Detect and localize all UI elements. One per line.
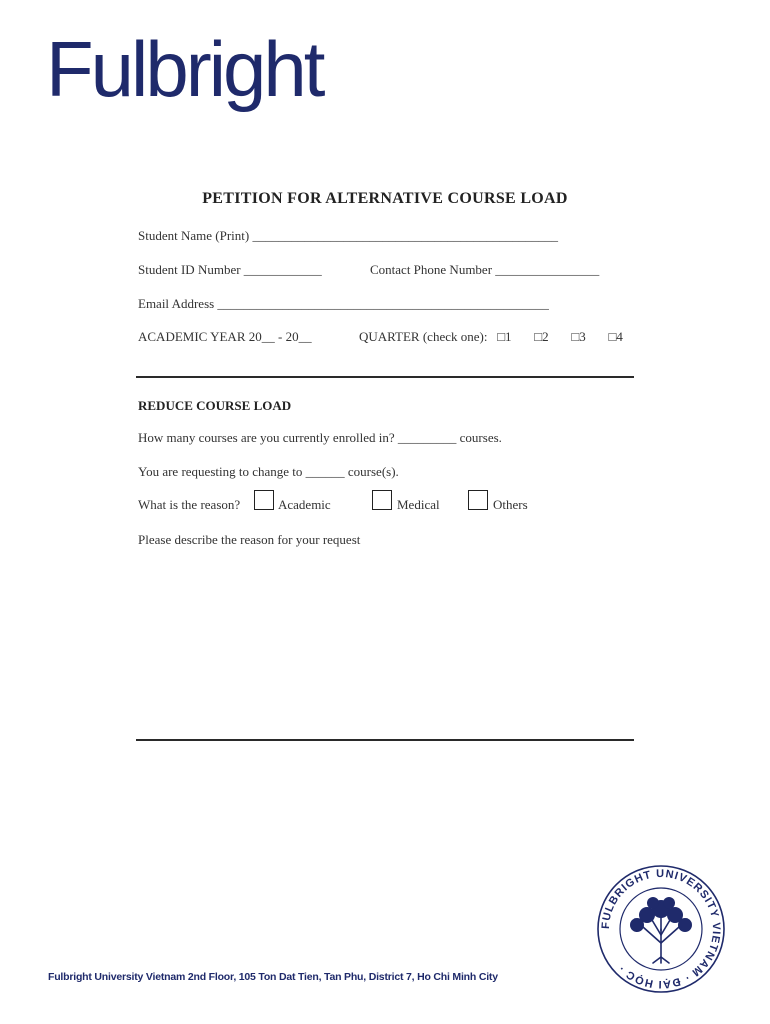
academic-year-field[interactable]: ACADEMIC YEAR 20__ - 20__ <box>138 329 312 344</box>
divider-top <box>136 376 634 378</box>
fulbright-logo: Fulbright <box>46 25 323 113</box>
academic-label: Academic <box>278 497 331 512</box>
quarter-checkboxes[interactable]: QUARTER (check one): □1 □2 □3 □4 <box>359 329 623 344</box>
reason-question: What is the reason? <box>138 497 241 512</box>
describe-reason-label: Please describe the reason for your request <box>138 532 361 547</box>
divider-bottom <box>136 739 634 741</box>
academic-checkbox[interactable] <box>254 490 274 510</box>
university-seal-icon <box>595 863 727 995</box>
section-heading: REDUCE COURSE LOAD <box>138 398 292 413</box>
student-id-field[interactable]: Student ID Number ____________ <box>138 262 322 277</box>
contact-phone-field[interactable]: Contact Phone Number ________________ <box>370 262 600 277</box>
student-name-field[interactable]: Student Name (Print) _______________________________________________ <box>138 228 558 243</box>
footer-address: Fulbright University Vietnam 2nd Floor, 105 Ton Dat Tien, Tan Phu, District 7, Ho Chi Minh City <box>48 971 498 983</box>
email-field[interactable]: Email Address ___________________________________________________ <box>138 296 549 311</box>
medical-checkbox[interactable] <box>372 490 392 510</box>
medical-label: Medical <box>397 497 440 512</box>
others-label: Others <box>493 497 528 512</box>
others-checkbox[interactable] <box>468 490 488 510</box>
requested-courses-field[interactable]: You are requesting to change to ______ course(s). <box>138 464 399 479</box>
form-title: PETITION FOR ALTERNATIVE COURSE LOAD <box>202 190 568 207</box>
current-courses-field[interactable]: How many courses are you currently enrolled in? _________ courses. <box>138 430 502 445</box>
seal-ring-text: FULBRIGHT UNIVERSITY VIETNAM · ĐẠI HỌC · <box>599 867 723 991</box>
